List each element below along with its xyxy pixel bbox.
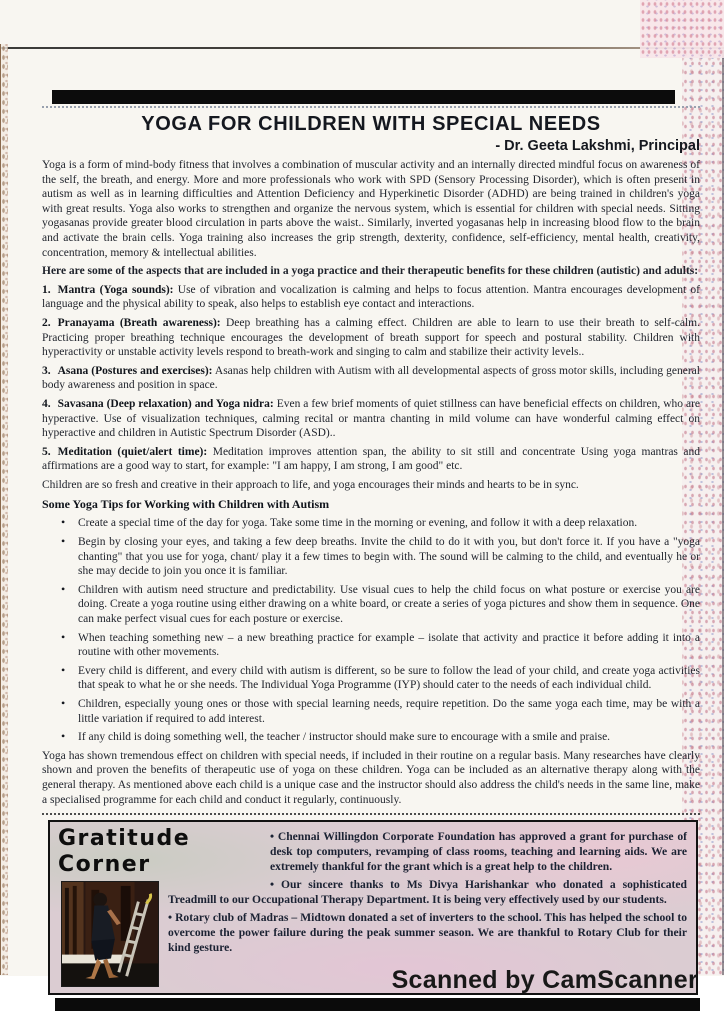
aspect-term: Asana (Postures and exercises):	[57, 364, 213, 377]
byline: - Dr. Geeta Lakshmi, Principal	[495, 138, 700, 154]
tip-item: • Every child is different, and every child with autism is different, so be sure to follow the lead of your child, and create yoga activities that speak to what he or she needs. The Individual Yoga Programme (IYP) should cater to the needs of each individual child.	[42, 664, 700, 693]
aspect-item-pranayama	[42, 316, 700, 360]
aspect-term: Pranayama (Breath awareness):	[57, 316, 221, 329]
tip-item: • Begin by closing your eyes, and taking a few deep breaths. Invite the child to do it with you, but don't force it. If you have a "yoga chanting" that you use for yoga, chant/ play it a few times to begin with. The sound will be calming to the child, and eventually he or she may decide to join you once it is familiar.	[42, 535, 700, 579]
aspect-text: Even a few brief moments of quiet stillness can have beneficial effects on children, who are hyperactive. Use of visualization techniques, calming recital or mantra chanting in mild volume can have wonderful calming effect on hyperactive and children in Autistic Spectrum Disorder (ASD)..	[42, 397, 700, 440]
tip-item: • Children, especially young ones or those with special learning needs, require repetition. Do the same yoga each time, may be with a little variation if required to add interest.	[42, 697, 700, 726]
aspect-item-asana	[42, 364, 700, 393]
aspect-number: 1.	[42, 283, 51, 296]
aspect-text: Use of vibration and vocalization is calming and helps to focus attention. Mantra encourages development of language and the physical ability to speak, also helps to establish eye contact and interactions.	[42, 283, 700, 311]
top-rule-bar	[52, 90, 675, 104]
aspect-item-savasana	[42, 397, 700, 441]
intro-paragraph: Yoga is a form of mind-body fitness that involves a combination of muscular activity and an internally directed mindful focus on awareness of the self, the breath, and energy. More and more professionals who work with SPD (Sensory Processing Disorder), which is often present in autism as well as in learning difficulties and Attention Deficiency and Hyperkinetic Disorder (ADHD) are being trained in children's yoga with great results. Yoga also works to strengthen and organize the nervous system, which is essential for children with special needs. Sitting yogasanas provide greater blood circulation in parts above the waist.. Similarly, inverted yogasanas help in increasing blood flow to the brain and activate the brain cells. Yoga training also increases the grip strength, dexterity, confidence, self-efficiency, mental health, creativity, concentration, memory & intellectual abilities.	[42, 159, 700, 259]
aspect-text: Deep breathing has a calming effect. Children are able to learn to use their breath to self-calm. Practicing proper breathing technique encourages the development of breath support for speech and postural stability. Children with hyperactivity or unstable activity levels respond to breath-work and singing to calm and stabilize their activity levels..	[42, 316, 700, 359]
bottom-rule-bar	[55, 998, 700, 1011]
tip-item: • If any child is doing something well, the teacher / instructor should make sure to encourage with a smile and praise.	[42, 730, 700, 745]
aspect-text: Meditation improves attention span, the ability to sit still and concentrate Using yoga mantras and affirmations are a good way to start, for example: "I am happy, I am strong, I am good" etc.	[42, 445, 701, 473]
tips-heading: Some Yoga Tips for Working with Children with Autism	[42, 497, 330, 512]
gratitude-title: Gratitude Corner	[58, 826, 191, 878]
gratitude-item: • Chennai Willingdon Corporate Foundation has approved a grant for purchase of desk top computers, revamping of class rooms, teaching and learning aids. We are extremely thankful for the grant which is a great help to the children.	[270, 830, 687, 874]
tip-item: • Create a special time of the day for yoga. Take some time in the morning or evening, and follow it with a deep relaxation.	[42, 516, 700, 531]
tip-item: • When teaching something new – a new breathing practice for example – isolate that activity and practice it before adding it into a routine with other movements.	[42, 631, 700, 660]
aspect-text: Asanas help children with Autism with all developmental aspects of gross motor skills, including general body awareness and position in space.	[42, 364, 700, 392]
treadmill-photo	[61, 881, 159, 987]
tips-list	[42, 516, 700, 744]
aspects-intro: Here are some of the aspects that are included in a yoga practice and their therapeutic benefits for these children (autistic) and adults:	[42, 265, 699, 278]
sync-note: Children are so fresh and creative in their approach to life, and yoga encourages their minds and hearts to be in sync.	[42, 478, 579, 491]
aspect-number: 2.	[42, 316, 51, 329]
aspect-term: Savasana (Deep relaxation) and Yoga nidra:	[57, 397, 274, 410]
top-rule-dotted-line	[42, 106, 700, 108]
section-separator-dotted	[42, 813, 700, 815]
gratitude-item: • Rotary club of Madras – Midtown donated a set of inverters to the school. This has helped the school to overcome the power failure during the peak summer season. We are thankful to Rotary Club for their kind gesture.	[168, 911, 687, 955]
page-title: YOGA FOR CHILDREN WITH SPECIAL NEEDS	[141, 113, 601, 135]
scan-noise-left	[0, 44, 8, 975]
aspect-number: 3.	[42, 364, 51, 377]
scan-noise-corner	[640, 0, 724, 58]
tip-item: • Children with autism need structure and predictability. Use visual cues to help the child focus on what posture or exercise you are doing. Create a yoga routine using either drawing on a white board, or create a series of yoga pictures and show them in sequence. One can make perfect visual cues for each posture or exercise.	[42, 583, 700, 627]
scan-top-edge	[0, 47, 724, 49]
camscanner-watermark: Scanned by CamScanner	[391, 966, 698, 994]
aspect-item-mantra	[42, 283, 700, 312]
closing-paragraph: Yoga has shown tremendous effect on children with special needs, if included in their routine on a regular basis. Many researches have clearly shown and proven the benefits of therapeutic use of yoga on these children. Yoga can be included as an alternative therapy along with the general therapy. As mentioned above each child is a unique case and the instructor should also address the child's needs in the same line, make a specialised programme for each child and conduct it regularly, continuously.	[42, 749, 700, 806]
aspect-term: Mantra (Yoga sounds):	[57, 283, 174, 296]
aspect-number: 4.	[42, 397, 51, 410]
aspect-term: Meditation (quiet/alert time):	[57, 445, 208, 458]
gratitude-item: • Our sincere thanks to Ms Divya Harishankar who donated a sophisticated Treadmill to our Occupational Therapy Department. It is being very effectively used by our students.	[168, 878, 687, 907]
aspect-number: 5.	[42, 445, 51, 458]
article-content	[42, 90, 700, 1011]
aspect-item-meditation	[42, 445, 700, 474]
